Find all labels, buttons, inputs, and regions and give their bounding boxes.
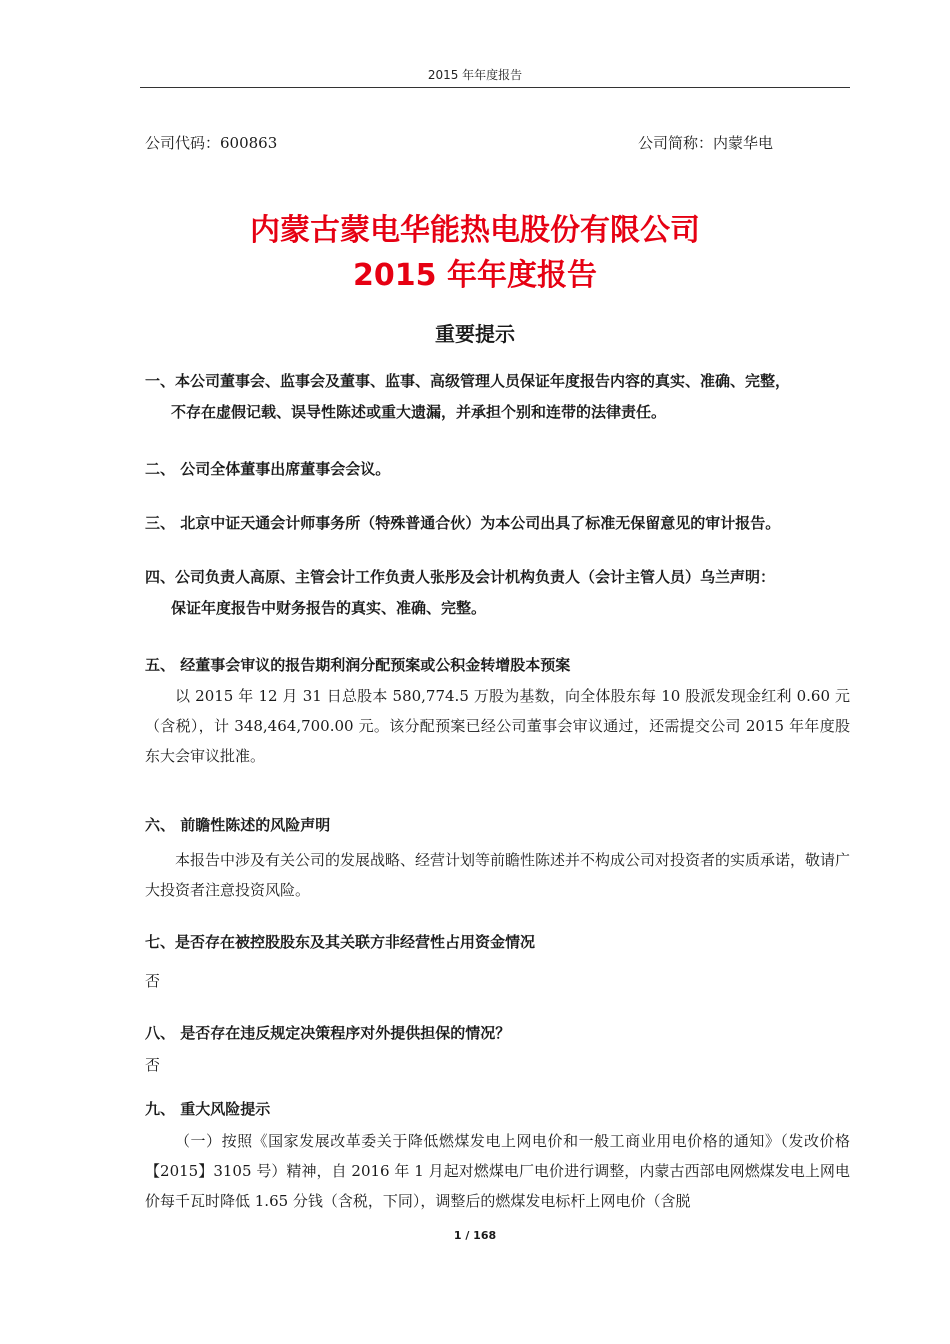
notice-item-5-heading: 五、 经董事会审议的报告期利润分配预案或公积金转增股本预案 [145,656,571,674]
notice-item-1-line2: 不存在虚假记载、误导性陈述或重大遗漏，并承担个别和连带的法律责任。 [171,403,667,421]
notice-item-3: 三、 北京中证天通会计师事务所（特殊普通合伙）为本公司出具了标准无保留意见的审计报告。 [145,514,781,532]
notice-item-6-heading: 六、 前瞻性陈述的风险声明 [145,816,331,834]
notice-item-8-heading: 八、 是否存在违反规定决策程序对外提供担保的情况？ [145,1024,511,1042]
notice-item-1 [145,366,850,428]
notice-item-7-answer: 否 [145,972,161,990]
section-heading-important-notice: 重要提示 [435,322,515,346]
notice-item-9-heading: 九、 重大风险提示 [145,1100,271,1118]
notice-item-4-line2: 保证年度报告中财务报告的真实、准确、完整。 [171,599,487,617]
notice-item-4-line1: 四、公司负责人高原、主管会计工作负责人张彤及会计机构负责人（会计主管人员）乌兰声明： [145,568,776,586]
notice-item-4 [145,562,850,624]
notice-item-2: 二、 公司全体董事出席董事会会议。 [145,460,391,478]
notice-item-9-text: （一）按照《国家发展改革委关于降低燃煤发电上网电价和一般工商业用电价格的通知》（发改价格【2015】3105 号）精神，自 2016 年 1 月起对燃煤电厂电价进行调整，内蒙古西部电网燃煤发电上网电价每千瓦时降低 1.65 分钱（含税，下同），调整后的燃煤发电标杆上网电价（含脱 [145,1132,850,1210]
report-title-company: 内蒙古蒙电华能热电股份有限公司 [250,213,700,248]
header-divider [140,87,850,88]
notice-item-8-answer: 否 [145,1056,161,1074]
notice-item-5-text: 以 2015 年 12 月 31 日总股本 580,774.5 万股为基数，向全体股东每 10 股派发现金红利 0.60 元（含税），计 348,464,700.00 元。该分配预案已经公司董事会审议通过，还需提交公司 2015 年年度股东大会审议批准。 [145,687,850,765]
report-title-year: 2015 年年度报告 [353,258,597,293]
company-code: 公司代码：600863 [145,134,278,152]
notice-item-7-heading: 七、是否存在被控股股东及其关联方非经营性占用资金情况 [145,933,536,951]
notice-item-6-text: 本报告中涉及有关公司的发展战略、经营计划等前瞻性陈述并不构成公司对投资者的实质承诺，敬请广大投资者注意投资风险。 [145,851,851,899]
notice-item-1-line1: 一、本公司董事会、监事会及董事、监事、高级管理人员保证年度报告内容的真实、准确、完整， [145,372,791,390]
running-header: 2015 年年度报告 [427,68,523,82]
page-number: 1 / 168 [453,1229,497,1242]
company-short-name: 公司简称：内蒙华电 [638,134,774,152]
